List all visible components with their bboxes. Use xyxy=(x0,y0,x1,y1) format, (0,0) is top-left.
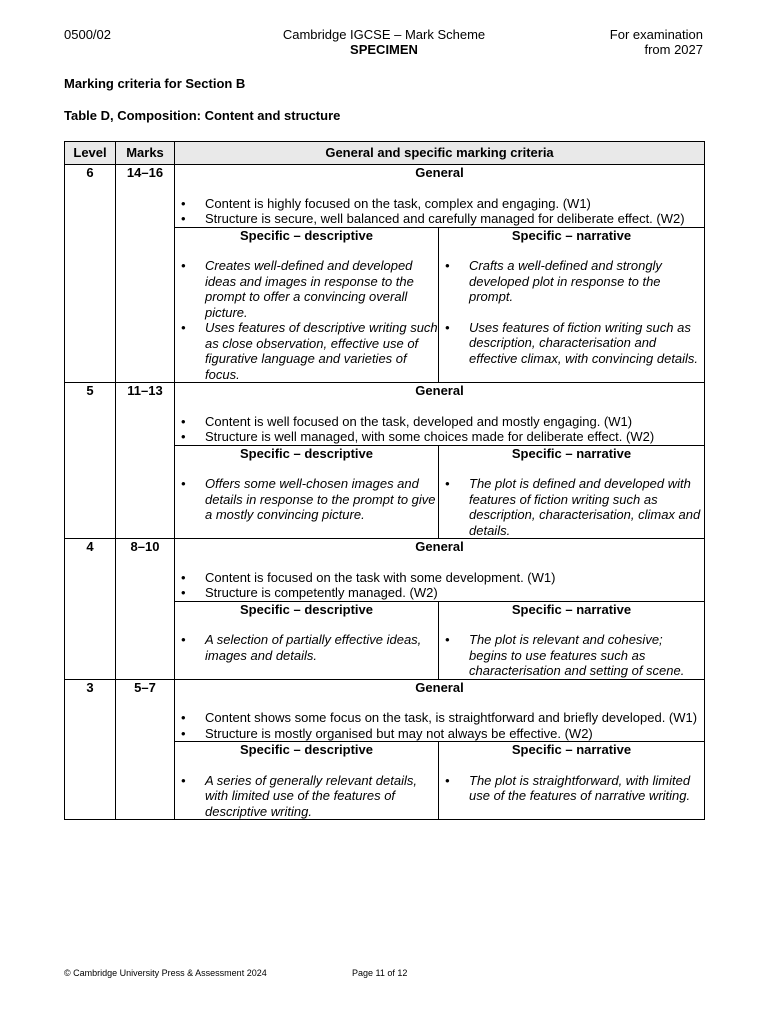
narrative-title: Specific – narrative xyxy=(511,742,632,757)
descriptive-title: Specific – descriptive xyxy=(240,601,373,617)
marks-cell: 5–7 xyxy=(116,679,175,820)
level-cell: 4 xyxy=(65,539,116,680)
general-title: General xyxy=(415,679,464,695)
marks-cell: 8–10 xyxy=(116,539,175,680)
descriptive-list xyxy=(175,258,438,382)
descriptive-list xyxy=(175,632,438,663)
general-criterion: • Content shows some focus on the task, is straightforward and briefly developed. (W1) xyxy=(175,710,704,726)
level-row-general xyxy=(65,679,705,742)
general-title: General xyxy=(415,383,464,398)
general-cell xyxy=(175,383,705,446)
narrative-title: Specific – narrative xyxy=(511,227,632,243)
narrative-criterion: • The plot is relevant and cohesive; begins to use features such as characterisation and setting of scene. xyxy=(439,632,704,679)
exam-year-line2: from 2027 xyxy=(644,42,703,57)
level-cell: 5 xyxy=(65,383,116,539)
section-heading: Marking criteria for Section B xyxy=(64,76,246,91)
general-list xyxy=(175,196,704,227)
general-title: General xyxy=(415,165,464,180)
narrative-title: Specific – narrative xyxy=(511,445,632,461)
level-row-general xyxy=(65,539,705,602)
marks-cell: 14–16 xyxy=(116,165,175,383)
narrative-title: Specific – narrative xyxy=(511,601,632,617)
narrative-list xyxy=(439,773,704,804)
marks-cell: 11–13 xyxy=(116,383,175,539)
col-level: Level xyxy=(65,142,116,165)
descriptive-title: Specific – descriptive xyxy=(240,227,373,243)
descriptive-cell xyxy=(175,227,439,383)
general-criterion: • Content is focused on the task with some development. (W1) xyxy=(175,570,704,586)
descriptive-list xyxy=(175,773,438,820)
general-cell xyxy=(175,679,705,742)
descriptive-criterion: • A selection of partially effective ideas, images and details. xyxy=(175,632,438,663)
exam-year-line1: For examination xyxy=(609,27,703,42)
descriptive-list xyxy=(175,476,438,523)
descriptive-cell xyxy=(175,445,439,539)
general-criterion: • Content is well focused on the task, developed and mostly engaging. (W1) xyxy=(175,414,704,430)
level-cell: 3 xyxy=(65,679,116,820)
general-criterion: • Structure is secure, well balanced and carefully managed for deliberate effect. (W2) xyxy=(175,211,704,227)
narrative-criterion: • Uses features of fiction writing such as description, characterisation and effective climax, with convincing details. xyxy=(439,320,704,367)
general-criterion: • Content is highly focused on the task, complex and engaging. (W1) xyxy=(175,196,704,212)
copyright: © Cambridge University Press & Assessment 2024 xyxy=(64,968,267,978)
narrative-cell xyxy=(439,601,705,679)
descriptive-cell xyxy=(175,601,439,679)
descriptive-title: Specific – descriptive xyxy=(240,445,373,461)
col-marks: Marks xyxy=(116,142,175,165)
page-number: Page 11 of 12 xyxy=(352,968,408,978)
narrative-cell xyxy=(439,227,705,383)
narrative-list xyxy=(439,258,704,366)
document-code: 0500/02 xyxy=(64,27,111,42)
level-cell: 6 xyxy=(65,165,116,383)
level-row-general xyxy=(65,383,705,446)
narrative-criterion: • Crafts a well-defined and strongly developed plot in response to the prompt. xyxy=(439,258,704,305)
descriptive-criterion: • A series of generally relevant details, with limited use of the features of descriptive writing. xyxy=(175,773,438,820)
descriptive-criterion: • Offers some well-chosen images and details in response to the prompt to give a mostly convincing picture. xyxy=(175,476,438,523)
narrative-cell xyxy=(439,742,705,820)
narrative-list xyxy=(439,632,704,679)
mark-scheme-title: Cambridge IGCSE – Mark Scheme xyxy=(282,27,486,42)
general-criterion: • Structure is competently managed. (W2) xyxy=(175,585,704,601)
general-criterion: • Structure is mostly organised but may not always be effective. (W2) xyxy=(175,726,704,742)
general-list xyxy=(175,414,704,445)
descriptive-title: Specific – descriptive xyxy=(240,742,373,757)
descriptive-cell xyxy=(175,742,439,820)
narrative-cell xyxy=(439,445,705,539)
level-row-general xyxy=(65,165,705,228)
criteria-table xyxy=(64,141,705,820)
descriptive-criterion: • Creates well-defined and developed ideas and images in response to the prompt to offer a convincing overall picture. xyxy=(175,258,438,320)
general-list xyxy=(175,570,704,601)
general-cell xyxy=(175,539,705,602)
general-criterion: • Structure is well managed, with some choices made for deliberate effect. (W2) xyxy=(175,429,704,445)
exam-year xyxy=(610,27,703,57)
specimen-label: SPECIMEN xyxy=(350,42,418,57)
general-title: General xyxy=(415,539,464,554)
col-criteria: General and specific marking criteria xyxy=(175,142,705,165)
document-title xyxy=(234,27,534,57)
narrative-criterion: • The plot is defined and developed with features of fiction writing such as description, characterisation, climax and details. xyxy=(439,476,704,538)
narrative-list xyxy=(439,476,704,538)
general-cell xyxy=(175,165,705,228)
descriptive-criterion: • Uses features of descriptive writing such as close observation, effective use of figurative language and varieties of focus. xyxy=(175,320,438,382)
table-header-row xyxy=(65,142,705,165)
general-list xyxy=(175,710,704,741)
table-title: Table D, Composition: Content and structure xyxy=(64,108,341,123)
narrative-criterion: • The plot is straightforward, with limited use of the features of narrative writing. xyxy=(439,773,704,804)
